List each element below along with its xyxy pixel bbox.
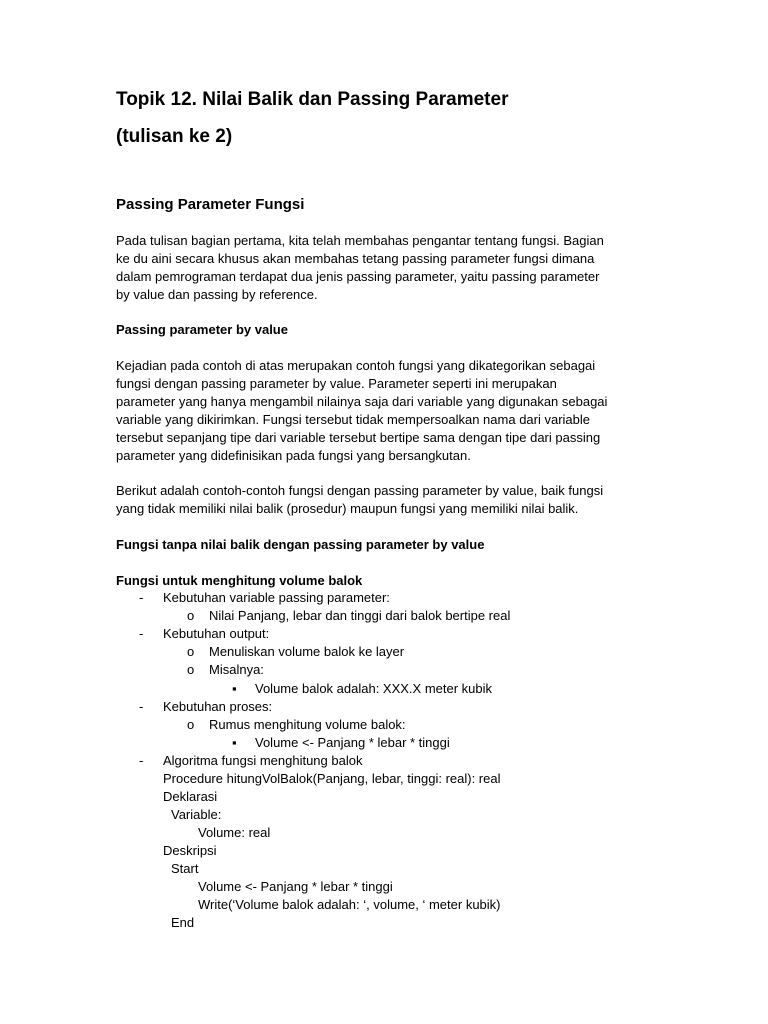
section-heading: Passing Parameter Fungsi [116,196,305,213]
algo-volume-decl-line: Volume: real [198,825,271,840]
page-title: Topik 12. Nilai Balik dan Passing Parameter [116,89,509,110]
bullet-variable-detail: Nilai Panjang, lebar dan tinggi dari balok bertipe real [209,608,511,623]
algo-end-line: End [171,915,195,930]
circle-bullet: o [187,662,195,677]
subheading-no-return: Fungsi tanpa nilai balik dengan passing parameter by value [116,537,485,552]
bullet-output-example: Misalnya: [209,662,264,677]
algo-procedure-line: Procedure hitungVolBalok(Panjang, lebar, tinggi: real): real [163,771,501,786]
by-value-line: fungsi dengan passing parameter by value. Parameter seperti ini merupakan [116,376,557,391]
square-bullet: ▪ [232,735,237,750]
bullet-algorithm: Algoritma fungsi menghitung balok [163,753,363,768]
page-subtitle: (tulisan ke 2) [116,126,233,147]
bullet-process-formula-text: Volume <- Panjang * lebar * tinggi [255,735,450,750]
by-value-line: variable yang dikirimkan. Fungsi tersebut tidak mempersoalkan nama dari variable [116,412,591,427]
by-value-line: parameter yang didefinisikan pada fungsi yang bersangkutan. [116,448,471,463]
examples-paragraph [116,482,603,518]
bullet-output-write: Menuliskan volume balok ke layer [209,644,405,659]
algo-start-line: Start [171,861,199,876]
algo-variable-line: Variable: [171,807,222,822]
intro-line: by value dan passing by reference. [116,287,318,302]
algo-declaration-line: Deklarasi [163,789,218,804]
circle-bullet: o [187,644,195,659]
square-bullet: ▪ [232,681,237,696]
by-value-line: tersebut sepanjang tipe dari variable tersebut bertipe sama dengan tipe dari passing [116,430,601,445]
dash-bullet: - [139,590,144,605]
circle-bullet: o [187,717,195,732]
bullet-output-needs: Kebutuhan output: [163,626,270,641]
examples-line: Berikut adalah contoh-contoh fungsi dengan passing parameter by value, baik fungsi [116,483,604,498]
bullet-variable-needs: Kebutuhan variable passing parameter: [163,590,390,605]
dash-bullet: - [139,626,144,641]
intro-paragraph [116,232,604,304]
subheading-by-value: Passing parameter by value [116,322,288,337]
dash-bullet: - [139,699,144,714]
by-value-line: Kejadian pada contoh di atas merupakan contoh fungsi yang dikategorikan sebagai [116,358,596,373]
dash-bullet: - [139,753,144,768]
bullet-process-needs: Kebutuhan proses: [163,699,273,714]
by-value-line: parameter yang hanya mengambil nilainya saja dari variable yang digunakan sebagai [116,394,608,409]
intro-line: dalam pemrograman terdapat dua jenis passing parameter, yaitu passing parameter [116,269,600,284]
intro-line: Pada tulisan bagian pertama, kita telah membahas pengantar tentang fungsi. Bagian [116,233,604,248]
algo-compute-line: Volume <- Panjang * lebar * tinggi [198,879,393,894]
algo-write-line: Write(‘Volume balok adalah: ‘, volume, ‘ meter kubik) [198,897,501,912]
subheading-volume: Fungsi untuk menghitung volume balok [116,573,363,588]
examples-line: yang tidak memiliki nilai balik (prosedur) maupun fungsi yang memiliki nilai balik. [116,501,579,516]
bullet-process-formula: Rumus menghitung volume balok: [209,717,406,732]
bullet-output-sample: Volume balok adalah: XXX.X meter kubik [255,681,493,696]
algo-description-line: Deskripsi [163,843,217,858]
circle-bullet: o [187,608,195,623]
intro-line: ke du aini secara khusus akan membahas tetang passing parameter fungsi dimana [116,251,595,266]
by-value-paragraph [116,357,607,465]
